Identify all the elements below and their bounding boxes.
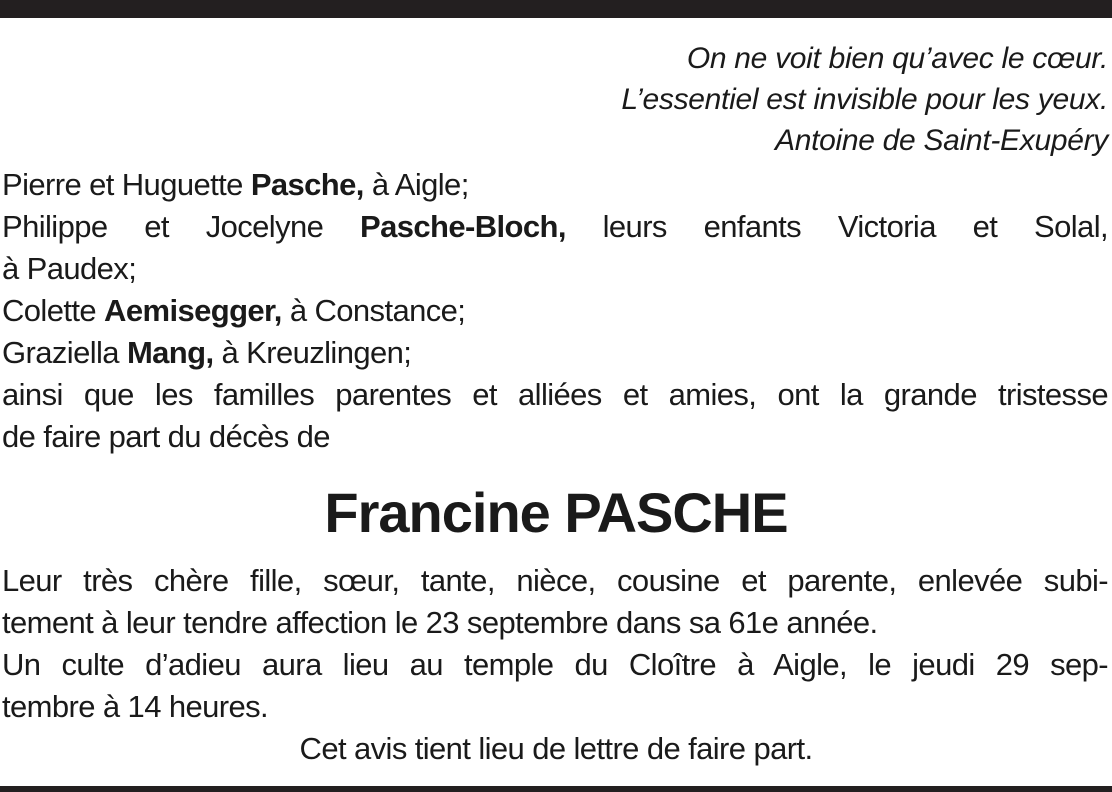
family-surname: Pasche, (250, 167, 364, 202)
family-member-suffix: à Aigle; (363, 167, 469, 202)
bottom-border-rule (0, 786, 1112, 792)
epigraph-quote (621, 38, 1108, 161)
closing-note: Cet avis tient lieu de lettre de faire part. (299, 731, 813, 766)
family-member-philippe-continuation: à Paudex; (2, 251, 137, 286)
family-member-prefix: Philippe et Jocelyne (2, 209, 361, 244)
message-line-3: Un culte d’adieu aura lieu au temple du Cloître à Aigle, le jeudi 29 sep- (2, 647, 1108, 682)
family-member-suffix: à Constance; (281, 293, 466, 328)
message-line-4: tembre à 14 heures. (2, 689, 269, 724)
quote-author: Antoine de Saint-Exupéry (774, 124, 1108, 157)
family-member-colette (2, 290, 1108, 332)
family-member-graziella (2, 332, 1108, 374)
family-others-line-2: de faire part du décès de (2, 419, 330, 454)
family-member-prefix: Graziella (2, 335, 127, 370)
deceased-name: Francine PASCHE (324, 481, 788, 544)
family-member-prefix: Pierre et Huguette (2, 167, 251, 202)
family-others-line-1: ainsi que les familles parentes et alliées et amies, ont la grande tristesse (2, 377, 1108, 412)
family-surname: Aemisegger, (104, 293, 282, 328)
family-member-suffix: leurs enfants Victoria et Solal, (565, 209, 1109, 244)
family-surname: Pasche-Bloch, (360, 209, 566, 244)
message-line-1: Leur très chère fille, sœur, tante, nièce, cousine et parente, enlevée subi- (2, 563, 1108, 598)
family-surname: Mang, (126, 335, 214, 370)
family-member-philippe (2, 206, 1108, 248)
quote-line-2: L’essentiel est invisible pour les yeux. (621, 83, 1108, 116)
family-member-suffix: à Kreuzlingen; (213, 335, 412, 370)
family-list (2, 164, 1108, 458)
announcement-message (2, 560, 1108, 728)
message-line-2: tement à leur tendre affection le 23 septembre dans sa 61e année. (2, 605, 878, 640)
family-member-prefix: Colette (2, 293, 105, 328)
top-border-rule (0, 0, 1112, 18)
family-member-pierre (2, 164, 1108, 206)
quote-line-1: On ne voit bien qu’avec le cœur. (686, 42, 1108, 75)
